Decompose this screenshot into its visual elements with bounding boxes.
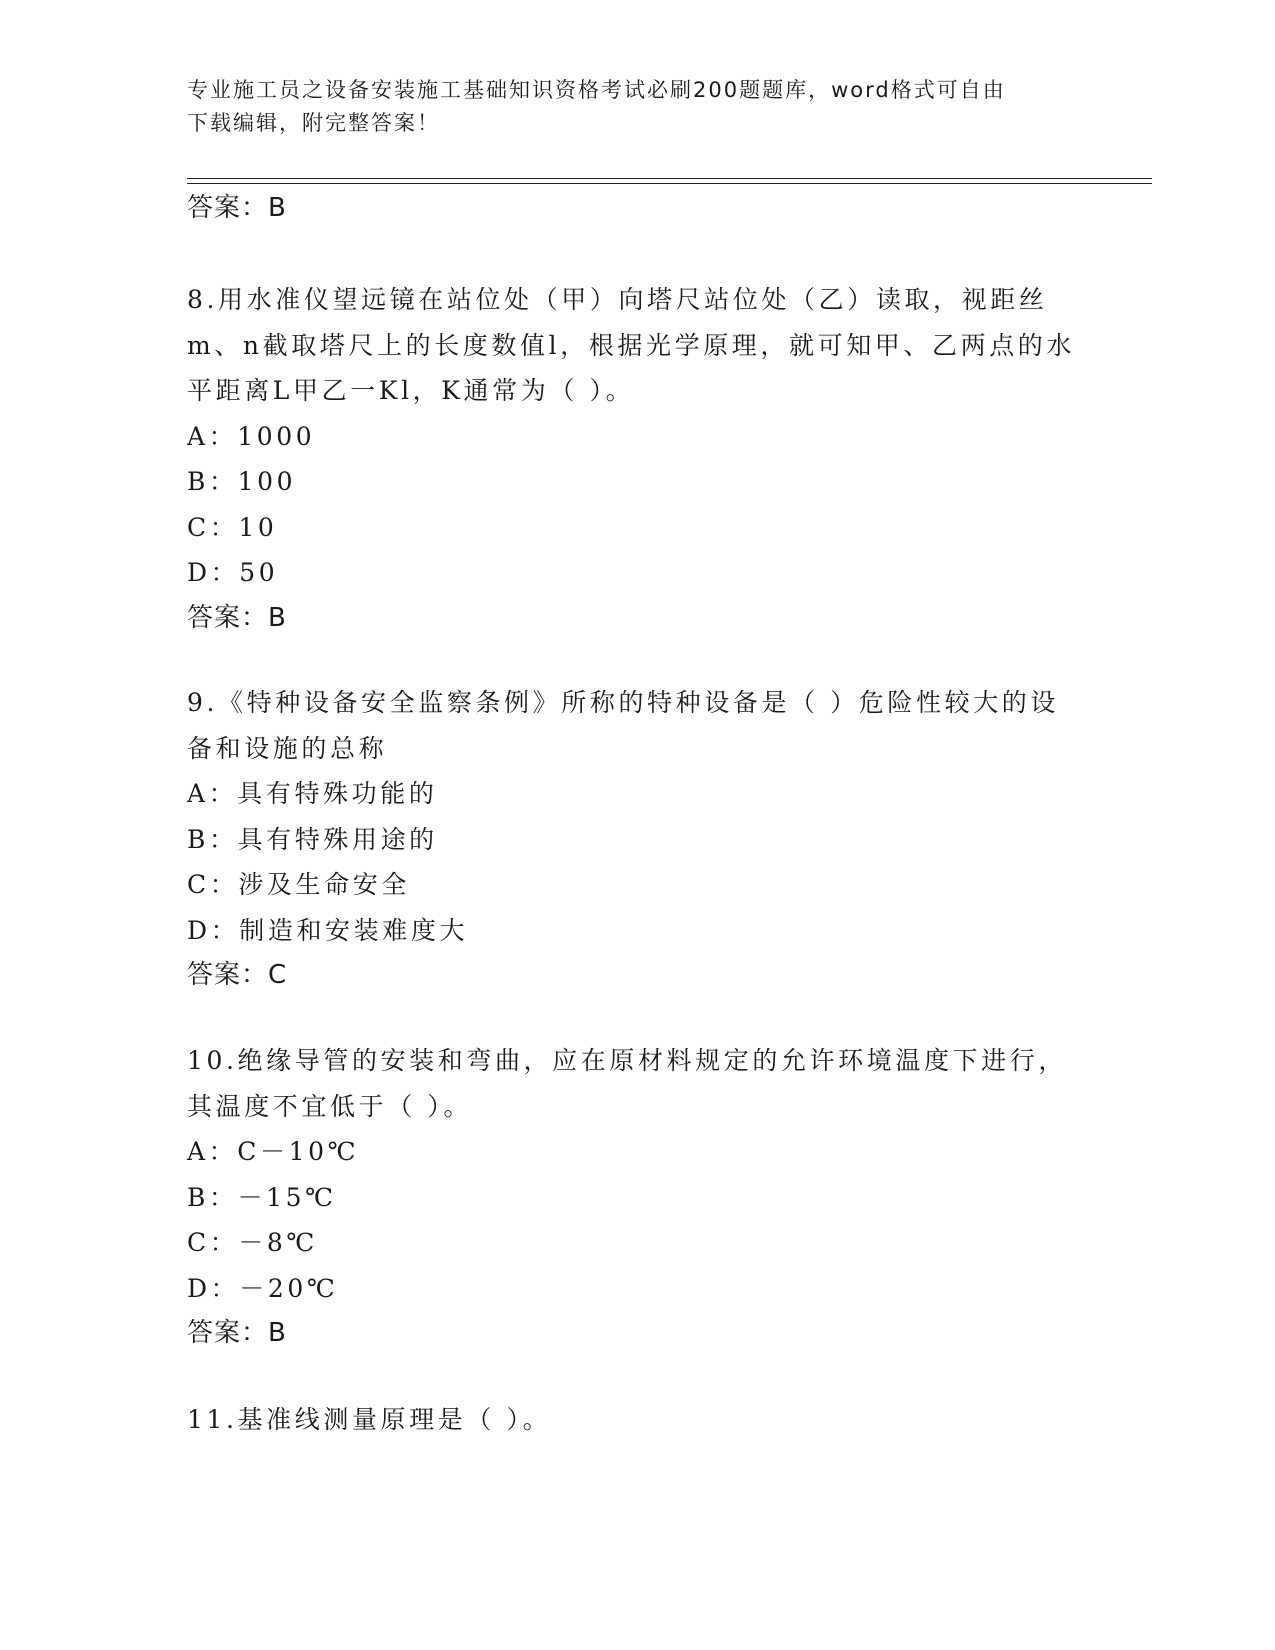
option-b: B：100 xyxy=(187,467,297,496)
option-a: A：具有特殊功能的 xyxy=(187,779,438,808)
answer-label: 答案：B xyxy=(187,193,287,223)
question-text: 9.《特种设备安全监察条例》所称的特种设备是（ ）危险性较大的设备和设施的总称 xyxy=(187,688,1060,763)
question-11 xyxy=(187,1397,1087,1443)
question-text: 11.基准线测量原理是（ ）。 xyxy=(187,1405,552,1434)
question-9 xyxy=(187,680,1087,997)
option-d: D：制造和安装难度大 xyxy=(187,915,469,945)
option-a: A：1000 xyxy=(187,421,316,451)
option-c: C：－8℃ xyxy=(187,1228,319,1257)
option-b: B：－15℃ xyxy=(187,1182,337,1212)
answer-label: 答案：B xyxy=(187,602,287,633)
question-10 xyxy=(187,1038,1087,1355)
option-b: B：具有特殊用途的 xyxy=(187,824,438,854)
header-line-2: 下载编辑，附完整答案！ xyxy=(187,111,440,135)
header-rule-bottom xyxy=(187,183,1152,184)
option-d: D：－20℃ xyxy=(187,1273,339,1303)
option-a: A：C－10℃ xyxy=(187,1137,360,1166)
question-8 xyxy=(187,277,1087,640)
answer-block-7 xyxy=(187,186,1087,230)
header-rule-top xyxy=(187,178,1152,179)
header-line-1: 专业施工员之设备安装施工基础知识资格考试必刷200题题库，word格式可自由 xyxy=(187,78,1006,102)
question-text: 8.用水准仪望远镜在站位处（甲）向塔尺站位处（乙）读取，视距丝m、n截取塔尺上的长度数值l，根据光学原理，就可知甲、乙两点的水平距离L甲乙一Kl，K通常为（ ）。 xyxy=(187,285,1076,405)
option-c: C：涉及生命安全 xyxy=(187,870,410,899)
option-d: D：50 xyxy=(187,558,279,587)
answer-label: 答案：C xyxy=(187,960,288,990)
option-c: C：10 xyxy=(187,512,278,542)
document-header xyxy=(187,74,1067,140)
question-text: 10.绝缘导管的安装和弯曲，应在原材料规定的允许环境温度下进行，其温度不宜低于（ ）。 xyxy=(187,1046,1067,1121)
answer-label: 答案：B xyxy=(187,1318,287,1348)
